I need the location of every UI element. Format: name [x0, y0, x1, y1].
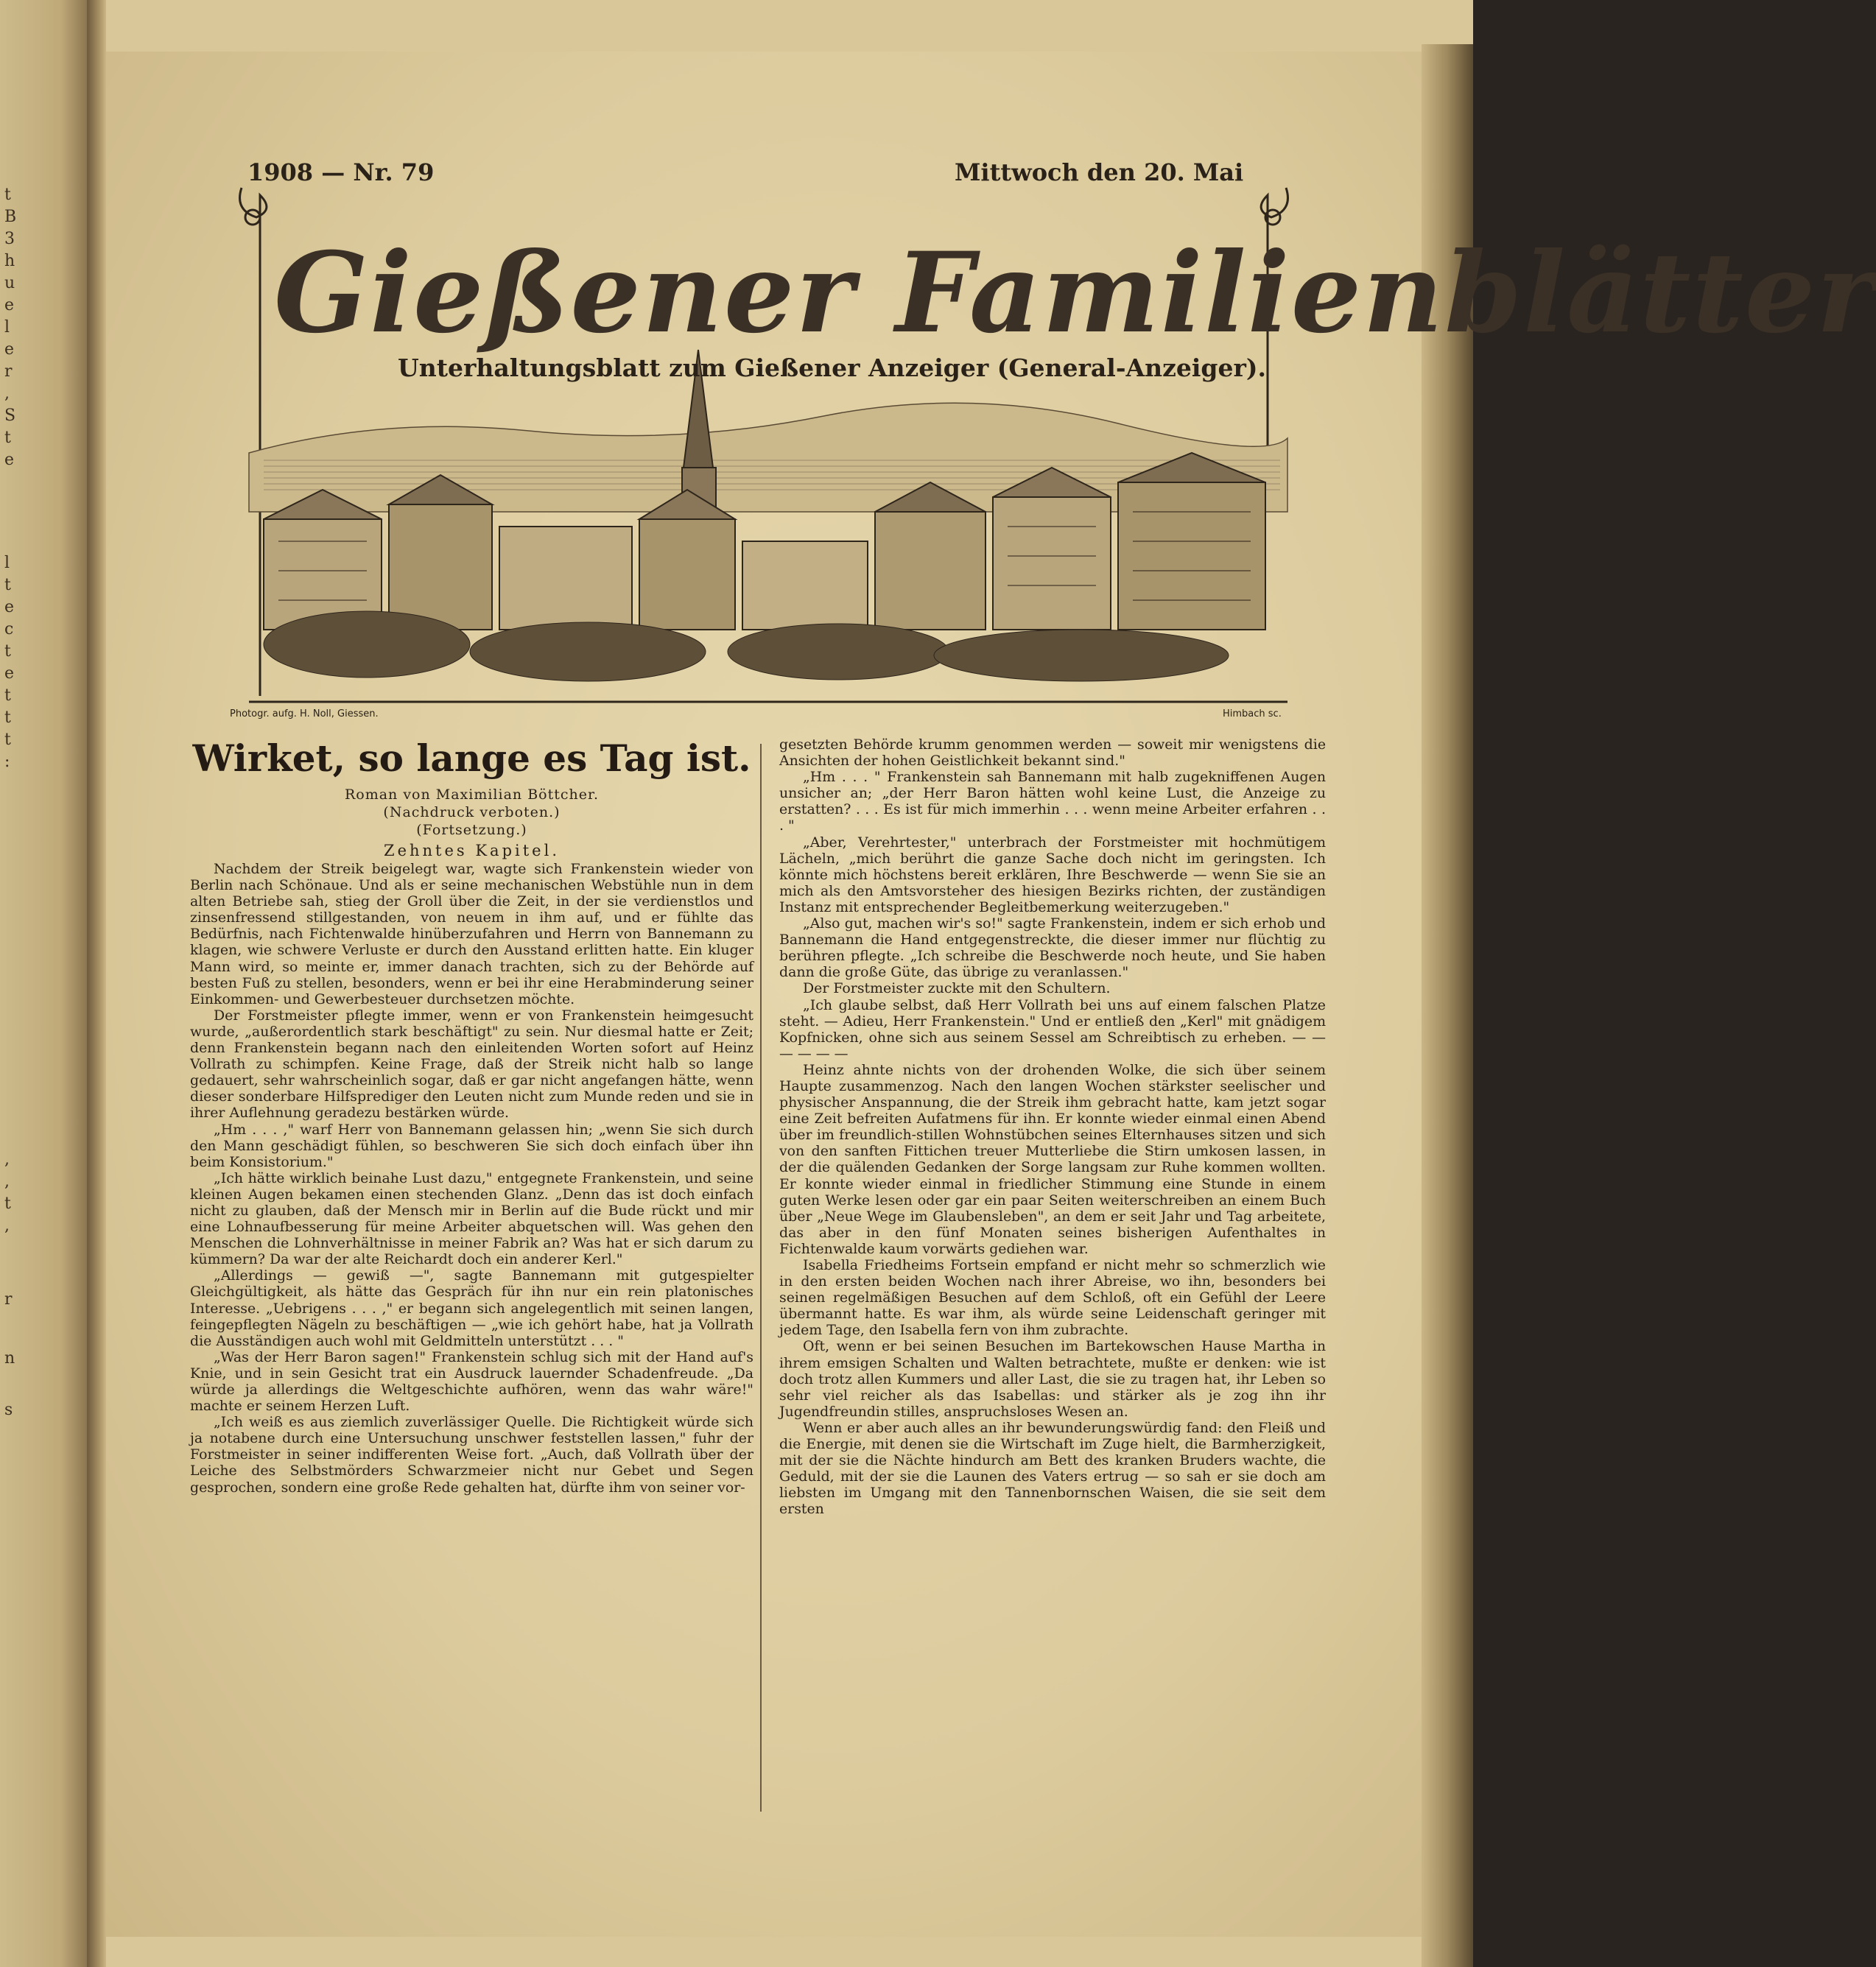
left-fragment: , — [4, 1150, 10, 1169]
column-divider — [760, 744, 762, 1812]
left-fragment: n — [4, 1349, 15, 1368]
left-fragment: e — [4, 296, 15, 314]
engraver-credit: Himbach sc. — [1223, 708, 1282, 719]
continuation-note: (Fortsetzung.) — [416, 822, 527, 838]
left-fragment: t — [4, 576, 11, 594]
issue-date: Mittwoch den 20. Mai — [955, 158, 1244, 186]
paragraph: „Hm . . . " Frankenstein sah Bannemann mit halb zugekniffenen Augen unsicher an; „der Herr Baron hätten wohl keine Lust, die Anzeige zu erstatten? . . . Es ist für mich immerhin . . . wenn meine Arbeiter erfahren . . . " — [779, 769, 1326, 834]
issue-number: 1908 — Nr. 79 — [247, 158, 435, 186]
book-gutter — [87, 0, 106, 1967]
story-title: Wirket, so lange es Tag ist. — [192, 736, 751, 780]
paragraph: gesetzten Behörde krumm genommen werden — soweit mir wenigstens die Ansichten der hohen Geistlichkeit bekannt sind." — [779, 736, 1326, 770]
paragraph: Der Forstmeister pflegte immer, wenn er von Frankenstein heimgesucht wurde, „außerordentlich stark beschäftigt" zu sein. Nur diesmal hatte er Zeit; denn Frankenstein begann nach den einleitenden Worten sofort auf Heinz Vollrath zu schimpfen. Keine Frage, daß der Streik nicht halb so lange gedauert, sehr wahrscheinlich sogar, daß er gar nicht angefangen hätte, wenn dieser sonderbare Hilfsprediger den Leuten nicht zum Munde reden und sie in ihrer Auflehnung geradezu bestärken würde. — [190, 1007, 753, 1122]
left-fragment: B — [4, 208, 17, 226]
left-fragment: t — [4, 186, 11, 204]
paragraph: „Was der Herr Baron sagen!" Frankenstein schlug sich mit der Hand auf's Knie, und in sein Gesicht trat ein Ausdruck lauernder Schadenfreude. „Da würde ja allerdings die Weltgeschichte aufhören, wenn das wahr wäre!" machte er seinem Herzen Luft. — [190, 1348, 753, 1415]
left-fragment: , — [4, 1217, 10, 1235]
masthead-subtitle: Unterhaltungsblatt zum Gießener Anzeiger (General-Anzeiger). — [398, 353, 1266, 382]
left-fragment: s — [4, 1401, 13, 1419]
article-column-2 — [779, 736, 1326, 1518]
left-fragment: , — [4, 384, 10, 403]
masthead-title: Gießener Familienblätter — [274, 228, 1876, 358]
left-fragment: t — [4, 642, 11, 661]
left-fragment: 3 — [4, 230, 15, 248]
photo-credit: Photogr. aufg. H. Noll, Giessen. — [230, 708, 379, 719]
paragraph: Oft, wenn er bei seinen Besuchen im Bartekowschen Hause Martha in ihrem emsigen Schalten und Walten betrachtete, mußte er denken: wie ist doch trotz allen Kummers und aller Last, die sie zu tragen hat, ihr Leben so sehr viel reicher als das Isabellas: und stärker als je zog ihn ihr Jugendfreundin stilles, anspruchsloses Wesen an. — [779, 1338, 1326, 1420]
left-fragment: e — [4, 598, 15, 616]
left-fragment: r — [4, 362, 13, 381]
paragraph: „Aber, Verehrtester," unterbrach der Forstmeister mit hochmütigem Lächeln, „mich berührt die ganze Sache doch nicht im geringsten. Ich könnte mich höchstens bereit erklären, Ihre Beschwerde — wenn Sie sie an mich als den Amtsvorsteher des hiesigen Bezirks richten, der zuständigen Instanz mit entsprechender Begleitbemerkung weiterzugeben." — [779, 834, 1326, 915]
story-byline: Roman von Maximilian Böttcher. — [344, 787, 600, 803]
article-column-1 — [190, 736, 753, 1496]
left-fragment: t — [4, 708, 11, 727]
paragraph: Heinz ahnte nichts von der drohenden Wolke, die sich über seinem Haupte zusammenzog. Nach den langen Wochen stärkster seelischer und physischer Anspannung, die der Streik ihm gebracht hatte, kam jetzt sogar eine Zeit befreiten Aufatmens für ihn. Er konnte wieder einmal einen Abend über im freundlich-stillen Wohnstübchen seines Elternhauses sitzen und sich von den sanften Fittichen treuer Mutterliebe die Stirn umkosen lassen, in der die quälenden Gedanken der Sorge langsam zur Ruhe kommen wollten. Er konnte wieder einmal in friedlicher Stimmung eine Stunde in einem guten Werke lesen oder gar ein paar Seiten weiterschreiben an einem Buch über „Neue Wege im Glaubensleben", an dem er seit Jahr und Tag arbeitete, das aber in den fünf Monaten seines bisherigen Aufenthaltes in Fichtenwalde kaum vorwärts gediehen war. — [779, 1061, 1326, 1257]
left-fragment: e — [4, 664, 15, 683]
left-fragment: : — [4, 753, 10, 771]
paragraph: „Also gut, machen wir's so!" sagte Frankenstein, indem er sich erhob und Bannemann die Hand entgegenstreckte, die dieser immer nur flüchtig zu berühren pflegte. „Ich schreibe die Beschwerde noch heute, und Sie haben dann die große Güte, das übrige zu veranlassen." — [779, 915, 1326, 981]
left-fragment: , — [4, 1172, 10, 1191]
chapter-heading: Zehntes Kapitel. — [383, 842, 560, 859]
paragraph: „Ich hätte wirklich beinahe Lust dazu," entgegnete Frankenstein, und seine kleinen Augen bekamen einen stechenden Glanz. „Denn das ist doch einfach nicht zu glauben, daß der Mensch mir in Berlin auf die Bude rückt und mir eine Lohnaufbesserung für meine Arbeiter abquetschen will. Was gehen den Menschen die Lohnverhältnisse in meiner Fabrik an? Was hat er sich darum zu kümmern? Da war der alte Reichardt doch ein anderer Kerl." — [190, 1169, 753, 1268]
left-fragment: e — [4, 451, 15, 469]
left-fragment: h — [4, 252, 15, 270]
paragraph: Nachdem der Streik beigelegt war, wagte sich Frankenstein wieder von Berlin nach Schönaue. Und als er seine mechanischen Webstühle nun in dem alten Betriebe sah, stieg der Groll über die Zeit, in der sie verdienstlos und zinsenfressend stillgestanden, von neuem in ihm auf, und er fühlte das Bedürfnis, nach Fichtenwalde hinüberzufahren und Herrn von Bannemann zu klagen, wie schwere Verluste er durch den Ausstand erlitten hatte. Ein kluger Mann wird, so meinte er, immer danach trachten, sich zu der Behörde auf besten Fuß zu stellen, besonders, wenn er bei ihr eine Herabminderung seiner Einkommen- und Gewerbesteuer durchsetzen möchte. — [190, 861, 753, 1007]
left-fragment: S — [4, 407, 16, 425]
left-fragment: t — [4, 686, 11, 705]
left-fragment: l — [4, 318, 10, 337]
left-fragment: t — [4, 731, 11, 749]
left-fragment: u — [4, 274, 15, 292]
paragraph: Der Forstmeister zuckte mit den Schultern. — [803, 980, 1111, 997]
left-fragment: c — [4, 620, 14, 638]
left-fragment: t — [4, 1194, 11, 1213]
paragraph: Isabella Friedheims Fortsein empfand er nicht mehr so schmerzlich wie in den ersten beiden Wochen nach ihrer Abreise, wo ihn, besonders bei seinen regelmäßigen Besuchen auf dem Schloß, oft ein Gefühl der Leere übermannt hatte. Es war ihm, als würde seine Leidenschaft geringer mit jedem Tage, den Isabella fern von ihm zubrachte. — [779, 1257, 1326, 1339]
left-fragment: r — [4, 1290, 13, 1309]
paragraph: „Ich glaube selbst, daß Herr Vollrath bei uns auf einem falschen Platze steht. — Adieu, Herr Frankenstein." Und er entließ den „Kerl" mit gnädigem Kopfnicken, ohne sich aus seinem Sessel am Schreibtisch zu erheben. — — — — — — — [779, 996, 1326, 1062]
paragraph: „Hm . . . ," warf Herr von Bannemann gelassen hin; „wenn Sie sich durch den Mann geschädigt fühlen, so beschweren Sie sich doch einfach über ihn beim Konsistorium." — [190, 1121, 753, 1170]
left-page-edge — [0, 0, 87, 1967]
left-fragment: e — [4, 340, 15, 359]
paragraph: „Allerdings — gewiß —", sagte Bannemann mit gutgespielter Gleichgültigkeit, als hätte das Gespräch für ihn nur ein rein platonisches Interesse. „Uebrigens . . . ," er begann sich angelegentlich mit seinen langen, feingepflegten Nägeln zu beschäftigen — „wie ich gehört habe, hat ja Vollrath die Ausständigen auch wohl mit Geldmitteln unterstützt . . . " — [190, 1267, 753, 1349]
paragraph: Wenn er aber auch alles an ihr bewunderungswürdig fand: den Fleiß und die Energie, mit denen sie die Wirtschaft im Zuge hielt, die Barmherzigkeit, mit der sie die Nächte hindurch am Bett des kranken Bruders wachte, die Geduld, mit der sie die Launen des Vaters ertrug — so sah er sie doch am liebsten im Umgang mit den Tannenbornschen Waisen, die sie seit dem ersten — [779, 1419, 1326, 1518]
reprint-notice: (Nachdruck verboten.) — [383, 804, 561, 820]
left-fragment: l — [4, 554, 10, 572]
paragraph: „Ich weiß es aus ziemlich zuverlässiger Quelle. Die Richtigkeit würde sich ja notabene durch eine Untersuchung unschwer feststellen lassen," fuhr der Forstmeister in seiner indifferenten Weise fort. „Auch, daß Vollrath über der Leiche des Selbstmörders Schwarzmeier nicht nur Gebet und Segen gesprochen, sondern eine große Rede gehalten hat, dürfte ihm von seiner vor- — [190, 1414, 753, 1496]
left-fragment: t — [4, 429, 11, 447]
